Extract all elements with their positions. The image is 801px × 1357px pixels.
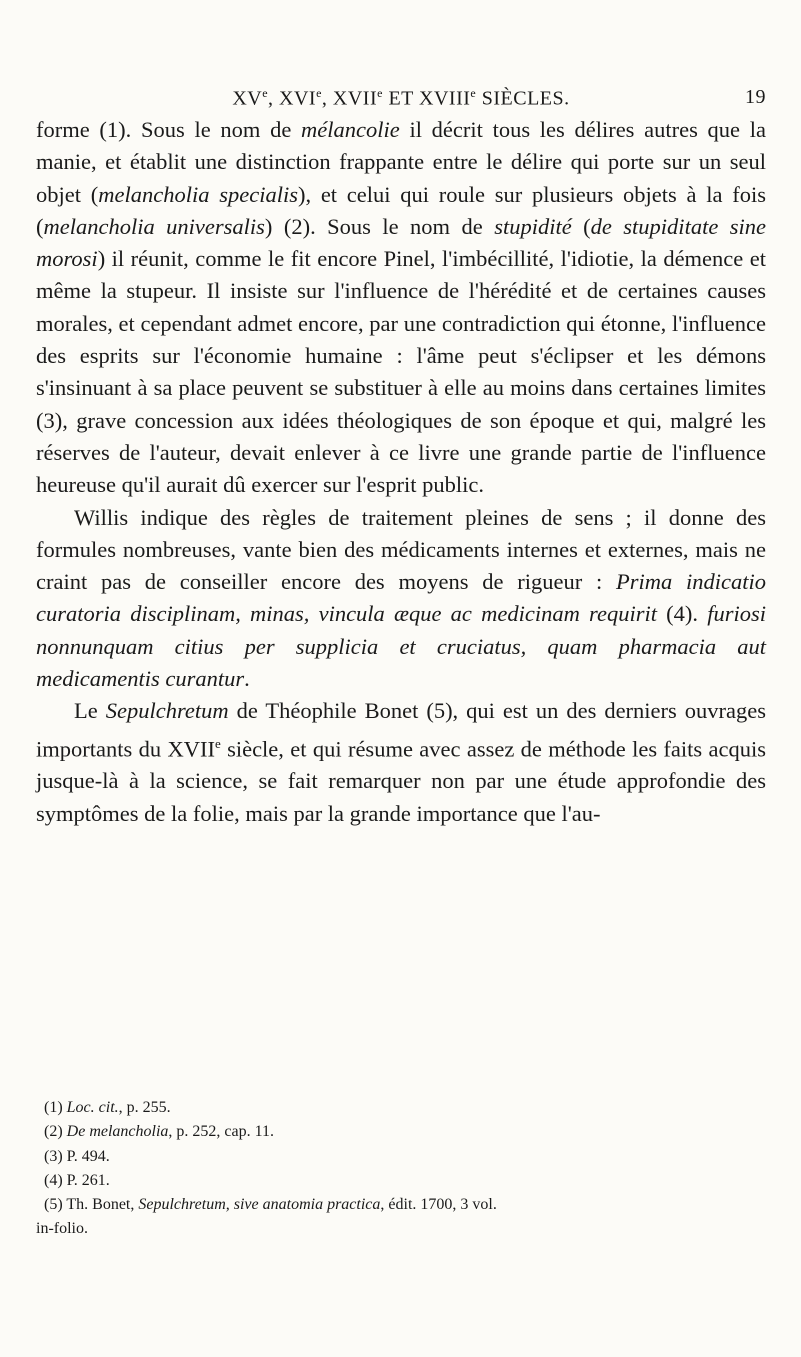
footnote-text: P. 494.: [66, 1147, 110, 1165]
footnote-text: in-folio.: [36, 1220, 88, 1238]
footnote-5: [36, 1193, 766, 1217]
italic-term: mélancolie: [301, 117, 400, 142]
century-suffix: e: [214, 735, 221, 751]
italic-term: melancholia specialis: [98, 181, 298, 207]
running-title: XVe, XVIe, XVIIe ET XVIIIe SIÈCLES.: [232, 86, 570, 110]
century-numeral: XVII: [167, 736, 215, 762]
text-run: Willis indique des règles de traitement pleines de sens ; il donne des formules nombreuses, vante bien des médicaments internes et externes, mais ne craint pas de conseiller encore des moyens de rigueur :: [36, 504, 766, 595]
text-run: forme (1). Sous le nom de: [36, 117, 302, 142]
text-run: Le: [74, 698, 106, 724]
text-run: de Théophile Bonet (5), qui est un des derniers ouvrages importants du: [36, 698, 766, 762]
footnote-number: (3): [44, 1147, 67, 1165]
footnote-number: (4): [44, 1171, 67, 1189]
footnote-text: Th. Bonet,: [66, 1196, 139, 1214]
footnotes: [36, 1096, 766, 1242]
footnote-text: , édit. 1700, 3 vol.: [380, 1196, 497, 1214]
text-run: ) il réunit, comme le fit encore Pinel, l'imbécillité, l'idiotie, la démence et même la stupeur. Il insiste sur l'influence de l'hérédité et de certaines causes morales, et cependant admet encore, par une contradiction qui étonne, l'influence des esprits sur l'économie humaine : l'âme peut s'éclipser et les démons s'insinuant à sa place peuvent se substituer à elle au moins dans certaines limites (3), grave concession aux idées théologiques de son époque et qui, malgré les réserves de l'auteur, devait enlever à ce livre une grande partie de l'influence heureuse qu'il aurait dû exercer sur l'esprit public.: [36, 246, 766, 498]
text-run: (: [571, 213, 591, 239]
latin-quote: furiosi nonnunquam citius per supplicia et cruciatus, quam pharmacia aut medicamentis curantur: [36, 601, 766, 692]
footnote-italic: De melancholia: [66, 1123, 169, 1141]
footnote-italic: Sepulchretum, sive anatomia practica: [138, 1196, 381, 1214]
text-run: (4).: [656, 601, 708, 627]
page-number: 19: [745, 86, 766, 108]
paragraph-2: [36, 502, 766, 696]
footnote-number: (2): [44, 1123, 67, 1141]
footnote-number: (1): [44, 1099, 67, 1116]
running-head: [36, 86, 766, 116]
footnote-italic: Loc. cit.: [66, 1099, 119, 1116]
footnote-4: [36, 1169, 766, 1193]
italic-title: Sepulchretum: [105, 698, 229, 724]
footnote-number: (5): [44, 1196, 67, 1214]
footnote-1: [36, 1096, 766, 1120]
italic-term: de stupiditate sine morosi: [36, 213, 766, 272]
footnote-2: [36, 1120, 766, 1144]
paragraph-1: [36, 114, 766, 502]
paragraph-3: [36, 695, 766, 830]
footnote-5-continued: [36, 1217, 766, 1241]
italic-term: stupidité: [494, 213, 572, 239]
footnote-3: [36, 1145, 766, 1169]
footnote-text: , p. 255.: [118, 1099, 171, 1116]
text-run: siècle, et qui résume avec assez de méthode les faits acquis jusque-là à la science, se fait remarquer non par une étude approfondie des symptômes de la folie, mais par la grande importance que l'au-: [36, 736, 766, 826]
main-text: [36, 114, 766, 830]
footnote-text: P. 261.: [66, 1171, 110, 1189]
latin-quote: Prima indicatio curatoria disciplinam, minas, vincula æque ac medicinam requirit: [36, 569, 766, 627]
footnote-text: , p. 252, cap. 11.: [168, 1123, 275, 1141]
text-run: ), et celui qui roule sur plusieurs objets à la fois (: [36, 181, 766, 239]
text-run: ) (2). Sous le nom de: [264, 213, 495, 239]
text-run: .: [244, 666, 250, 692]
text-run: il décrit tous les délires autres que la manie, et établit une distinction frappante entre le délire qui porte sur un seul objet (: [36, 117, 766, 207]
italic-term: melancholia universalis: [43, 213, 265, 239]
